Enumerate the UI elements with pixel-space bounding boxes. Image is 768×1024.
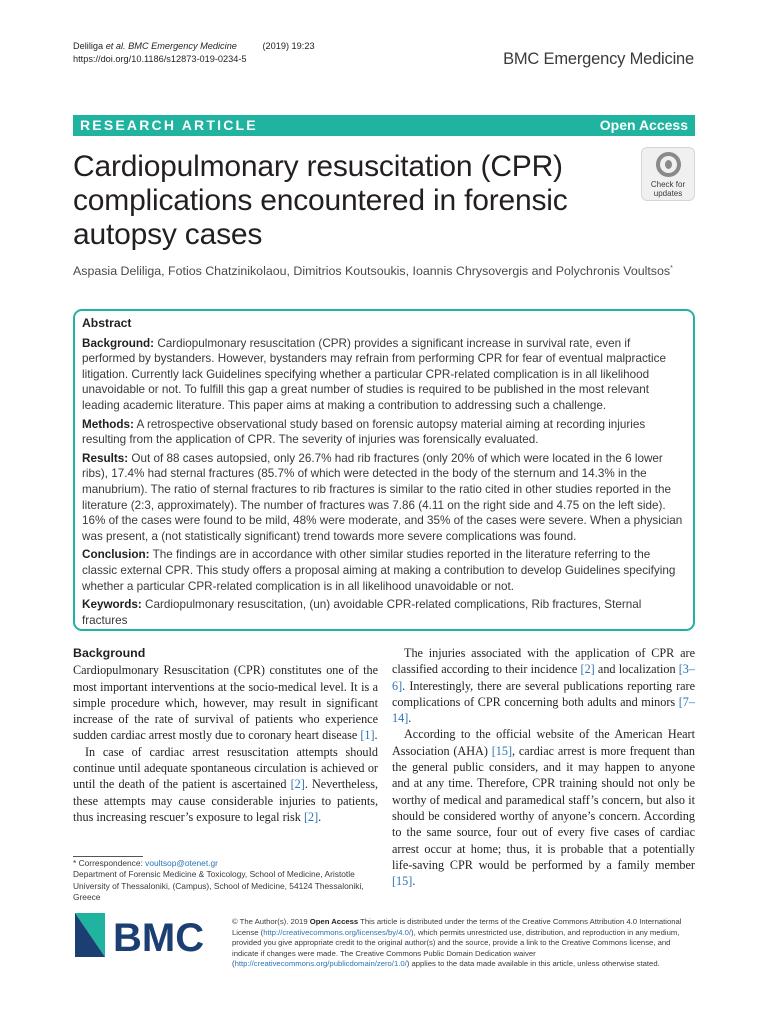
license-link[interactable]: http://creativecommons.org/licenses/by/4.0/ xyxy=(263,927,412,937)
correspondence-line: * Correspondence: voultsop@otenet.gr xyxy=(73,858,218,868)
abstract-content xyxy=(82,316,686,631)
body-paragraph: In case of cardiac arrest resuscitation attempts should continue until adequate spontaneous circulation is achieved or until the death of the patient is ascertained [2]. Nevertheless, these attempts may cause considerable injuries to patients, thus increasing rescuer’s exposure to legal risk [2]. xyxy=(73,744,378,824)
check-for-updates-label: Check for updates xyxy=(650,180,686,198)
footnote-divider xyxy=(73,856,143,857)
citation-link[interactable]: [2] xyxy=(580,662,595,677)
citation-journal: et al. BMC Emergency Medicine xyxy=(105,41,237,51)
citation-authors: Deliliga xyxy=(73,41,106,51)
author-names: Aspasia Deliliga, Fotios Chatzinikolaou, Dimitrios Koutsoukis, Ioannis Chrysovergis and Polychronis Voultsos xyxy=(73,264,671,278)
corresponding-author-mark: * xyxy=(670,264,673,272)
citation-link[interactable]: [3–6] xyxy=(392,662,695,693)
affiliation-text: Department of Forensic Medicine & Toxicology, School of Medicine, Aristotle University of Thessaloniki, (Campus), School of Medicine, 54124 Thessaloniki, Greece xyxy=(73,869,364,903)
abstract-heading: Abstract xyxy=(82,316,132,330)
body-paragraph: According to the official website of the American Heart Association (AHA) [15], cardiac arrest is more frequent than the general public considers, and it may happen to anyone and at any time. Therefore, CPR training should not only be worthy of medical and paramedical staff’s concern, but also it should be considered worthy of anyone’s concern. According to the same source, four out of every five cases of cardiac arrest occur at home; thus, it is probable that a potentially life-saving CPR would be performed by a family member [15]. xyxy=(392,727,695,889)
abstract-results: Results: Out of 88 cases autopsied, only 26.7% had rib fractures (only 20% of which were located in the 6 lower ribs), 17.4% had sternal fractures (85.7% of which were detected in the body of the sternum and 14.3% in the manubrium). The ratio of sternal fractures to rib fractures is similar to the ratio cited in other studies reported in the literature (2:3, approximately). The number of fractures was 7.86 (4.11 on the right side and 4.75 on the left side). 16% of the cases were found to be mild, 48% were moderate, and 35% of the cases were severe. When a physician was present, a (not statistically significant) trend towards more severe complications was found. xyxy=(82,451,683,543)
citation-year: (2019) 19:23 xyxy=(236,41,315,51)
abstract-background: Background: Cardiopulmonary resuscitation (CPR) provides a significant increase in survival rate, even if performed by bystanders. However, bystanders may refrain from performing CPR for fear of eventual malpractice litigation. Currently lack Guidelines specifying whether a particular CPR-related complication is in all likelihood unavoidable or not. To fulfill this gap a great number of studies is required to be published in the most relevant leading academic literature. This paper aims at making a contribution to addressing such a challenge. xyxy=(82,336,666,412)
body-paragraph: Cardiopulmonary Resuscitation (CPR) constitutes one of the most important interventions at the socio-medical level. It is a simple procedure which, however, may result in significant increase of the rate of survival of patients who experience sudden cardiac arrest mostly due to coronary heart disease [1]. xyxy=(73,663,378,743)
bmc-logo xyxy=(73,909,218,961)
abstract-methods: Methods: A retrospective observational study based on forensic autopsy material aiming at recording injuries resulting from the application of CPR. The severity of injuries was forensically evaluated. xyxy=(82,417,646,447)
license-statement: © The Author(s). 2019 Open Access This article is distributed under the terms of the Creative Commons Attribution 4.0 International License (http://creativecommons.org/licenses/by/4.0/), which permits unrestricted use, distribution, and reproduction in any medium, provided you give appropriate credit to the original author(s) and the source, provide a link to the Creative Commons license, and indicate if changes were made. The Creative Commons Public Domain Dedication waiver (http://creativecommons.org/publicdomain/zero/1.0/) applies to the data made available in this article, unless otherwise stated. xyxy=(232,917,682,969)
running-header xyxy=(73,40,315,66)
citation-link[interactable]: [15] xyxy=(491,743,513,758)
citation-link[interactable]: [15] xyxy=(392,874,413,889)
crossmark-icon xyxy=(656,152,681,177)
public-domain-link[interactable]: http://creativecommons.org/publicdomain/zero/1.0/ xyxy=(234,959,407,969)
article-title: Cardiopulmonary resuscitation (CPR) complications encountered in forensic autopsy cases xyxy=(73,150,568,251)
body-paragraph: The injuries associated with the application of CPR are classified according to their incidence [2] and localization [3–6]. Interestingly, there are several publications reporting rare complications of CPR concerning both adults and minors [7–14]. xyxy=(392,646,695,726)
citation-link[interactable]: [2] xyxy=(303,809,319,824)
correspondence-footnote xyxy=(73,858,378,904)
article-type-label: RESEARCH ARTICLE xyxy=(80,117,258,133)
correspondence-email-link[interactable]: voultsop@otenet.gr xyxy=(145,858,218,868)
citation-line xyxy=(73,40,315,53)
open-access-label: Open Access xyxy=(599,117,688,133)
author-list xyxy=(73,264,695,278)
citation-link[interactable]: [2] xyxy=(290,777,305,792)
article-type-band xyxy=(73,115,695,136)
body-column-left xyxy=(73,645,378,825)
body-column-right xyxy=(392,645,695,889)
citation-link[interactable]: [1] xyxy=(360,728,375,743)
check-for-updates-button[interactable] xyxy=(641,147,695,201)
doi-link[interactable]: https://doi.org/10.1186/s12873-019-0234-5 xyxy=(73,54,247,64)
abstract-keywords: Keywords: Cardiopulmonary resuscitation, (un) avoidable CPR-related complications, Rib fractures, Sternal fractures xyxy=(82,598,642,627)
section-heading-background: Background xyxy=(73,646,146,660)
journal-brand: BMC Emergency Medicine xyxy=(503,50,694,68)
citation-link[interactable]: [7–14] xyxy=(392,694,695,726)
abstract-conclusion: Conclusion: The findings are in accordance with other similar studies reported in the literature referring to the classic external CPR. This study offers a proposal aiming at making a contribution to develop Guidelines specifying whether a particular CPR-related complication is in all likelihood unavoidable or not. xyxy=(82,548,676,593)
logo-wordmark: BMC xyxy=(113,916,205,960)
